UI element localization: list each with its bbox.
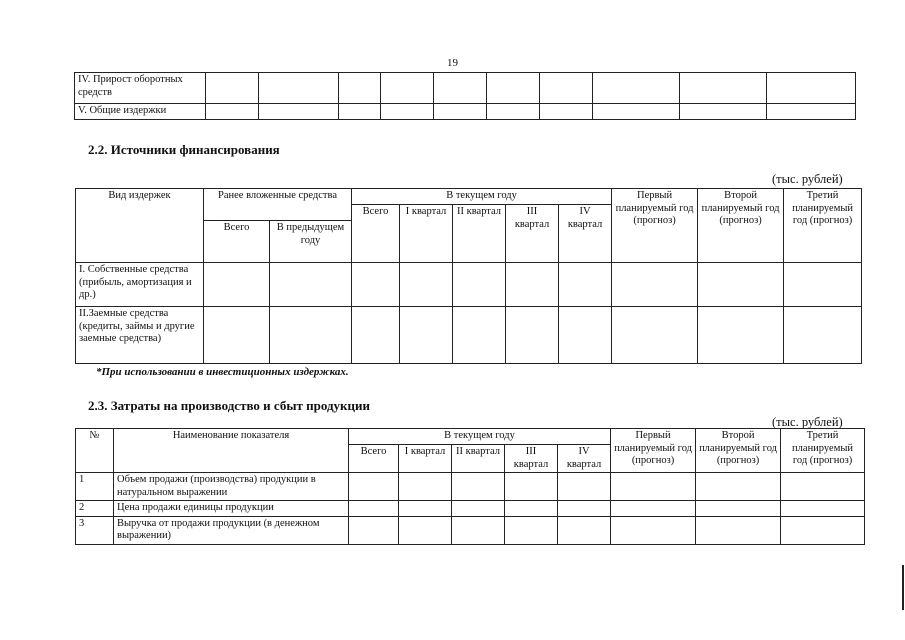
table-row-label: II.Заемные средства (кредиты, займы и другие заемные средства) [76,307,204,364]
footnote: *При использовании в инвестиционных издержках. [96,366,349,378]
production-table [75,428,865,545]
header-q2: II квартал [453,205,506,263]
table-row-label: I. Собственные средства (прибыль, амортизация и др.) [76,263,204,307]
header-year1: Первый планируемый год (прогноз) [612,189,698,263]
financing-table [75,188,862,364]
section-title: 2.2. Источники финансирования [88,142,280,157]
header-year3: Третий планируемый год (прогноз) [784,189,862,263]
header-vid: Вид издержек [76,189,204,263]
header-vsego: Всего [349,445,399,473]
row-number: 3 [76,516,114,544]
top-row-label: V. Общие издержки [75,104,206,120]
header-q1: I квартал [400,205,453,263]
header-ranee: Ранее вложенные средства [204,189,352,221]
table-row-label: Объем продажи (производства) продукции в натуральном выражении [114,473,349,501]
header-v-pred: В предыдущем году [270,221,352,263]
top-table [74,72,856,120]
page-number: 19 [447,57,458,69]
header-vsego: Всего [204,221,270,263]
table-row-label: Выручка от продажи продукции (в денежном выражении) [114,516,349,544]
header-tek: В текущем году [352,189,612,205]
header-q3: III квартал [506,205,559,263]
header-q4: IV квартал [558,445,611,473]
header-year2: Второй планируемый год (прогноз) [698,189,784,263]
header-q2: II квартал [452,445,505,473]
edge-mark [902,565,904,610]
unit-label: (тыс. рублей) [772,415,843,429]
header-tek: В текущем году [349,429,611,445]
header-q4: IV квартал [559,205,612,263]
row-number: 2 [76,501,114,517]
header-year1: Первый планируемый год (прогноз) [611,429,696,473]
section-title: 2.3. Затраты на производство и сбыт продукции [88,398,370,413]
unit-label: (тыс. рублей) [772,172,843,186]
header-tek-vsego: Всего [352,205,400,263]
row-number: 1 [76,473,114,501]
header-q1: I квартал [399,445,452,473]
top-row-label: IV. Прирост оборотных средств [75,73,206,104]
header-year3: Третий планируемый год (прогноз) [781,429,865,473]
header-q3: III квартал [505,445,558,473]
header-num: № [76,429,114,473]
table-row-label: Цена продажи единицы продукции [114,501,349,517]
header-year2: Второй планируемый год (прогноз) [696,429,781,473]
header-name: Наименование показателя [114,429,349,473]
